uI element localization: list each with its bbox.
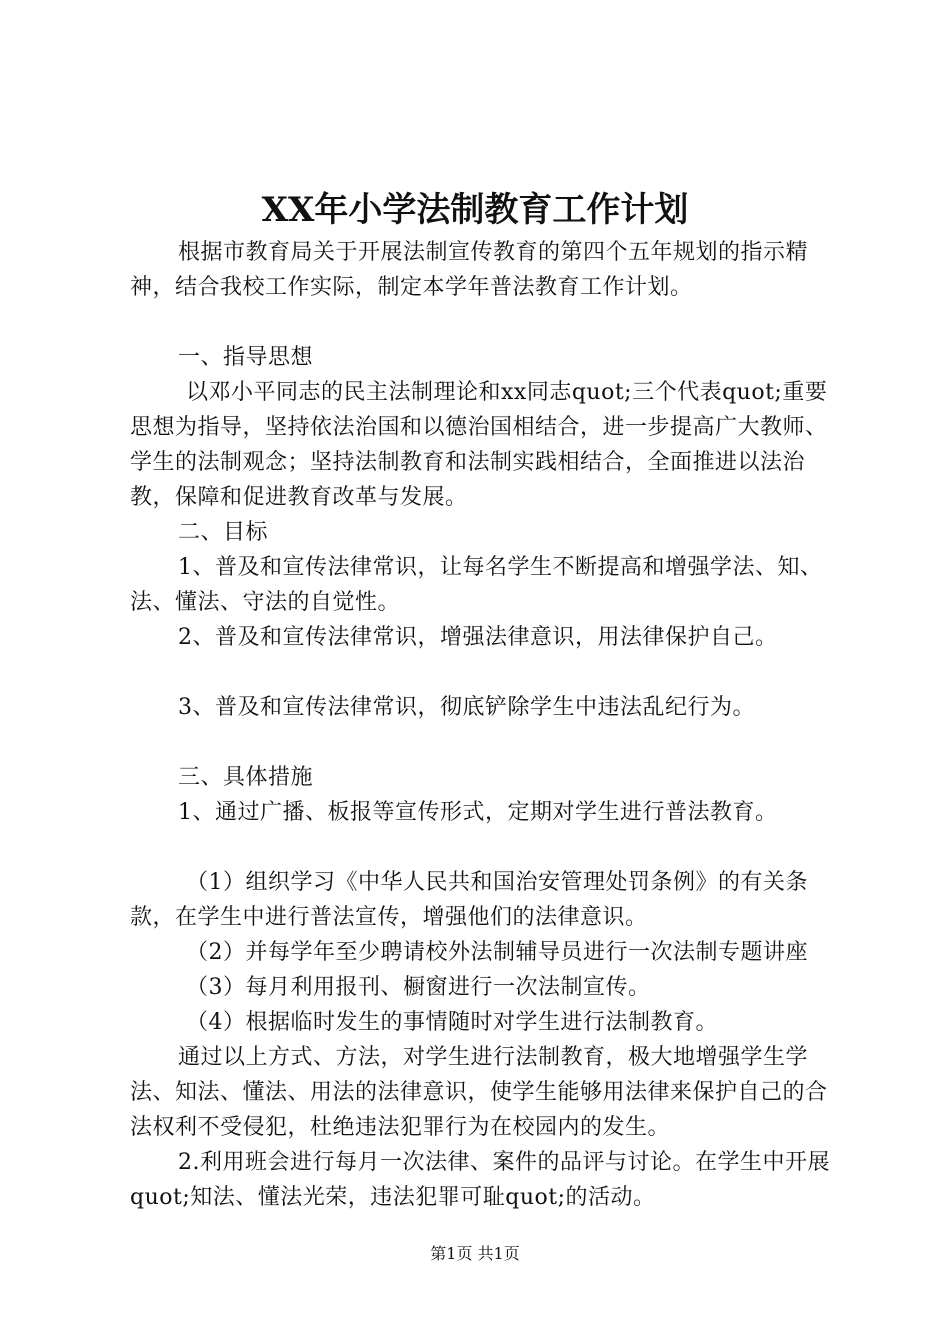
section-heading-measures: 三、具体措施 bbox=[178, 765, 314, 790]
measure-subitem-3: （3）每月利用报刊、橱窗进行一次法制宣传。 bbox=[186, 975, 651, 1000]
measure-summary-paragraph: 通过以上方式、方法，对学生进行法制教育，极大地增强学生学法、知法、懂法、用法的法律意识，使学生能够用法律来保护自己的合法权利不受侵犯，杜绝违法犯罪行为在校园内的发生。 bbox=[130, 1045, 828, 1140]
goal-item-1: 1、普及和宣传法律常识，让每名学生不断提高和增强学法、知、法、懂法、守法的自觉性。 bbox=[130, 555, 823, 615]
measure-item-1: 1、通过广播、板报等宣传形式，定期对学生进行普法教育。 bbox=[178, 800, 778, 825]
document-body bbox=[130, 235, 846, 1215]
document-title: XX年小学法制教育工作计划 bbox=[261, 190, 689, 230]
page-number-footer: 第1页 共1页 bbox=[430, 1244, 520, 1263]
measure-subitem-4: （4）根据临时发生的事情随时对学生进行法制教育。 bbox=[186, 1010, 718, 1035]
measure-subitem-1: （1）组织学习《中华人民共和国治安管理处罚条例》的有关条款，在学生中进行普法宣传，增强他们的法律意识。 bbox=[130, 870, 808, 930]
intro-paragraph: 根据市教育局关于开展法制宣传教育的第四个五年规划的指示精神，结合我校工作实际，制定本学年普法教育工作计划。 bbox=[130, 240, 809, 300]
goal-item-2: 2、普及和宣传法律常识，增强法律意识，用法律保护自己。 bbox=[178, 625, 778, 650]
section-heading-goals: 二、目标 bbox=[178, 520, 269, 545]
measure-subitem-2: （2）并每学年至少聘请校外法制辅导员进行一次法制专题讲座 bbox=[186, 940, 808, 965]
guiding-ideology-paragraph: 以邓小平同志的民主法制理论和xx同志quot;三个代表quot;重要思想为指导，坚持依法治国和以德治国相结合，进一步提高广大教师、学生的法制观念；坚持法制教育和法制实践相结合，全面推进以法治教，保障和促进教育改革与发展。 bbox=[130, 380, 828, 510]
goal-item-3: 3、普及和宣传法律常识，彻底铲除学生中违法乱纪行为。 bbox=[178, 695, 755, 720]
measure-item-2: 2.利用班会进行每月一次法律、案件的品评与讨论。在学生中开展quot;知法、懂法光荣，违法犯罪可耻quot;的活动。 bbox=[130, 1150, 830, 1210]
section-heading-guiding-ideology: 一、指导思想 bbox=[178, 345, 314, 370]
